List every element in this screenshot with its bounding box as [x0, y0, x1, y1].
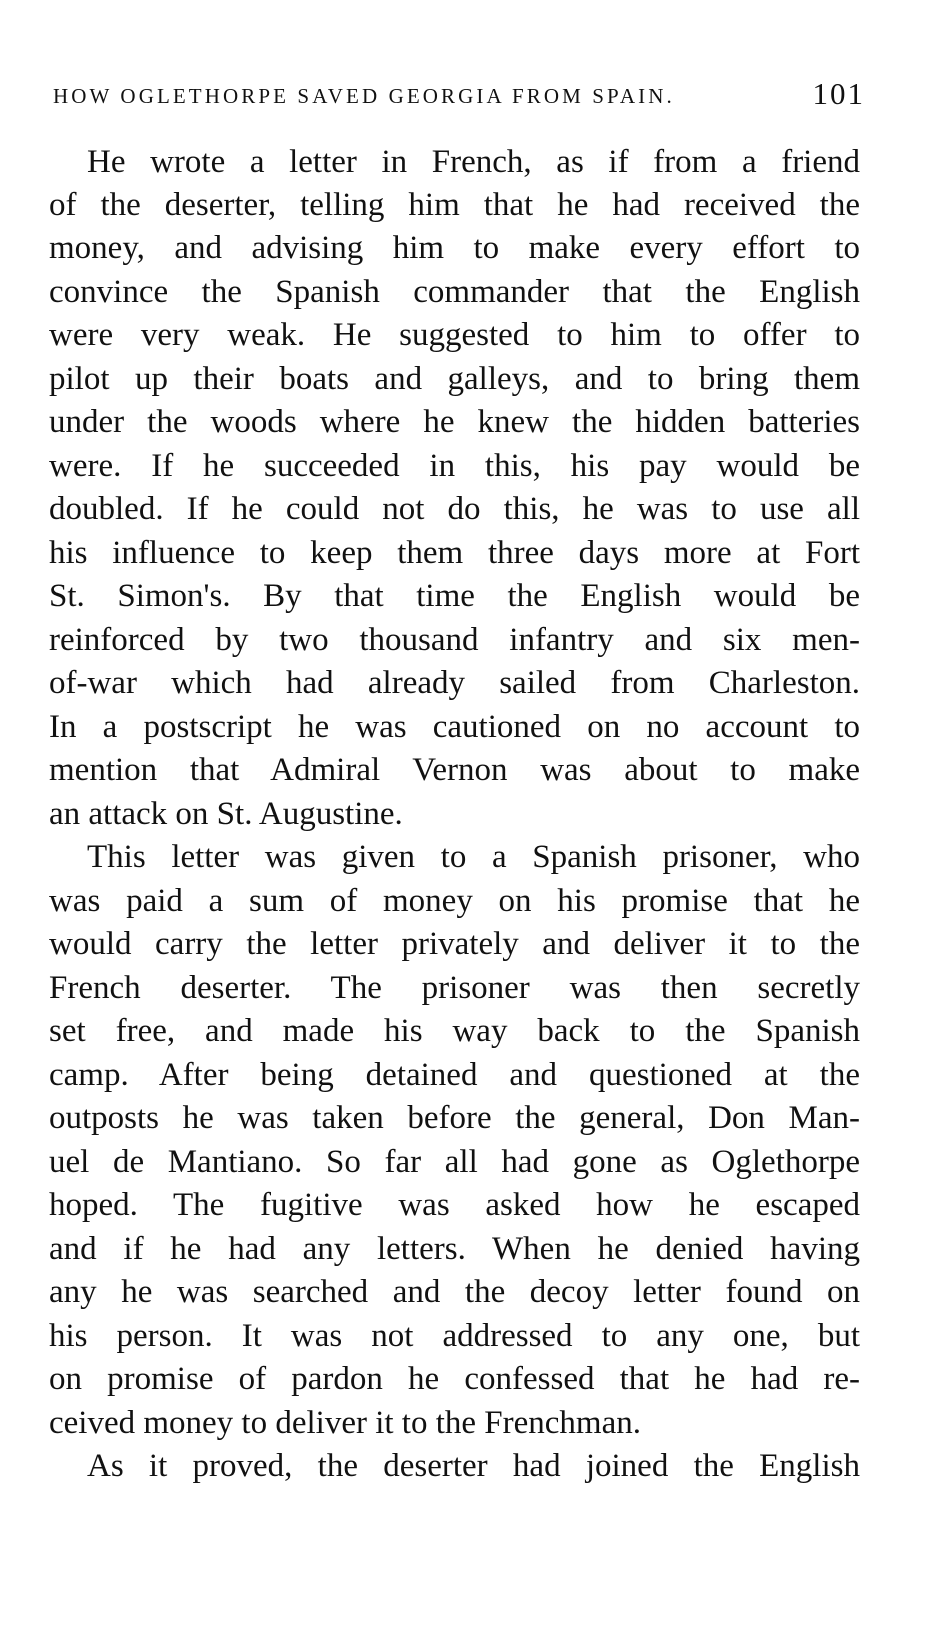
text-line: doubled. If he could not do this, he was to use all: [49, 491, 860, 527]
text-line: ceived money to deliver it to the Frenchman.: [49, 1405, 641, 1441]
text-line: St. Simon's. By that time the English would be: [49, 578, 860, 614]
text-line: set free, and made his way back to the Spanish: [49, 1013, 860, 1049]
running-head: [53, 76, 865, 116]
text-line: reinforced by two thousand infantry and six men-: [49, 622, 860, 658]
text-line: camp. After being detained and questioned at the: [49, 1057, 860, 1093]
text-line: his person. It was not addressed to any one, but: [49, 1318, 860, 1354]
text-line: uel de Mantiano. So far all had gone as Oglethorpe: [49, 1144, 860, 1180]
text-line: of the deserter, telling him that he had received the: [49, 187, 860, 223]
text-line: mention that Admiral Vernon was about to make: [49, 752, 860, 788]
text-line: an attack on St. Augustine.: [49, 796, 403, 832]
text-line: convince the Spanish commander that the English: [49, 274, 860, 310]
text-line: and if he had any letters. When he denied having: [49, 1231, 860, 1267]
text-line: French deserter. The prisoner was then secretly: [49, 970, 860, 1006]
text-line: As it proved, the deserter had joined the English: [87, 1448, 860, 1484]
text-line: In a postscript he was cautioned on no account to: [49, 709, 860, 745]
text-line: hoped. The fugitive was asked how he escaped: [49, 1187, 860, 1223]
text-line: of-war which had already sailed from Charleston.: [49, 665, 860, 701]
text-line: were very weak. He suggested to him to offer to: [49, 317, 860, 353]
text-line: any he was searched and the decoy letter found on: [49, 1274, 860, 1310]
text-line: would carry the letter privately and deliver it to the: [49, 926, 860, 962]
text-line: money, and advising him to make every effort to: [49, 230, 860, 266]
page-number: 101: [812, 76, 865, 111]
running-title: HOW OGLETHORPE SAVED GEORGIA FROM SPAIN.: [53, 84, 675, 108]
text-line: his influence to keep them three days more at Fort: [49, 535, 860, 571]
text-line: was paid a sum of money on his promise that he: [49, 883, 860, 919]
text-line: He wrote a letter in French, as if from a friend: [87, 144, 860, 180]
text-line: under the woods where he knew the hidden batteries: [49, 404, 860, 440]
text-line: were. If he succeeded in this, his pay would be: [49, 448, 860, 484]
text-line: on promise of pardon he confessed that he had re-: [49, 1361, 860, 1397]
text-line: pilot up their boats and galleys, and to bring them: [49, 361, 860, 397]
text-line: outposts he was taken before the general, Don Man-: [49, 1100, 860, 1136]
text-line: This letter was given to a Spanish prisoner, who: [87, 839, 860, 875]
